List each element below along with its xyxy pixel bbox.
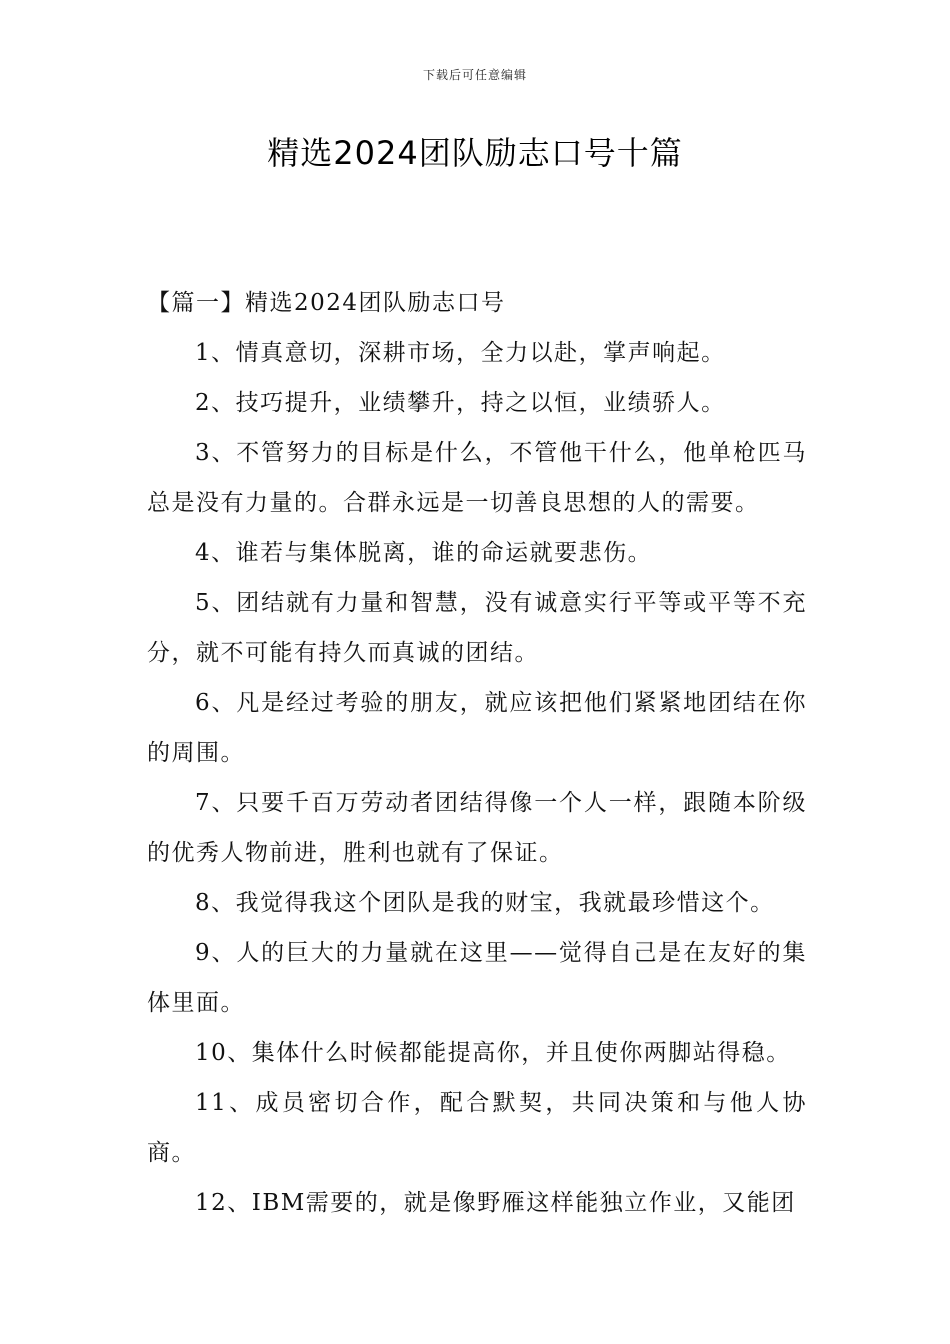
list-item: 7、只要千百万劳动者团结得像一个人一样，跟随本阶级的优秀人物前进，胜利也就有了保证。	[147, 790, 807, 866]
page-header-note: 下载后可任意编辑	[422, 68, 527, 82]
list-item: 9、人的巨大的力量就在这里——觉得自己是在友好的集体里面。	[147, 940, 807, 1016]
document-title: 精选2024团队励志口号十篇	[267, 134, 683, 172]
document-body	[147, 278, 807, 1228]
list-item: 6、凡是经过考验的朋友，就应该把他们紧紧地团结在你的周围。	[147, 690, 807, 766]
list-item: 1、情真意切，深耕市场，全力以赴，掌声响起。	[195, 340, 726, 366]
list-item: 5、团结就有力量和智慧，没有诚意实行平等或平等不充分，就不可能有持久而真诚的团结。	[147, 590, 807, 666]
section-heading: 【篇一】精选2024团队励志口号	[147, 290, 506, 316]
list-item: 4、谁若与集体脱离，谁的命运就要悲伤。	[195, 540, 653, 566]
list-item: 11、成员密切合作，配合默契，共同决策和与他人协商。	[147, 1090, 807, 1166]
list-item: 2、技巧提升，业绩攀升，持之以恒，业绩骄人。	[195, 390, 726, 416]
list-item: 8、我觉得我这个团队是我的财宝，我就最珍惜这个。	[195, 890, 775, 916]
list-item: 3、不管努力的目标是什么，不管他干什么，他单枪匹马总是没有力量的。合群永远是一切善良思想的人的需要。	[147, 440, 807, 516]
list-item: 10、集体什么时候都能提高你，并且使你两脚站得稳。	[195, 1040, 791, 1066]
list-item: 12、IBM需要的，就是像野雁这样能独立作业，又能团	[195, 1190, 796, 1216]
